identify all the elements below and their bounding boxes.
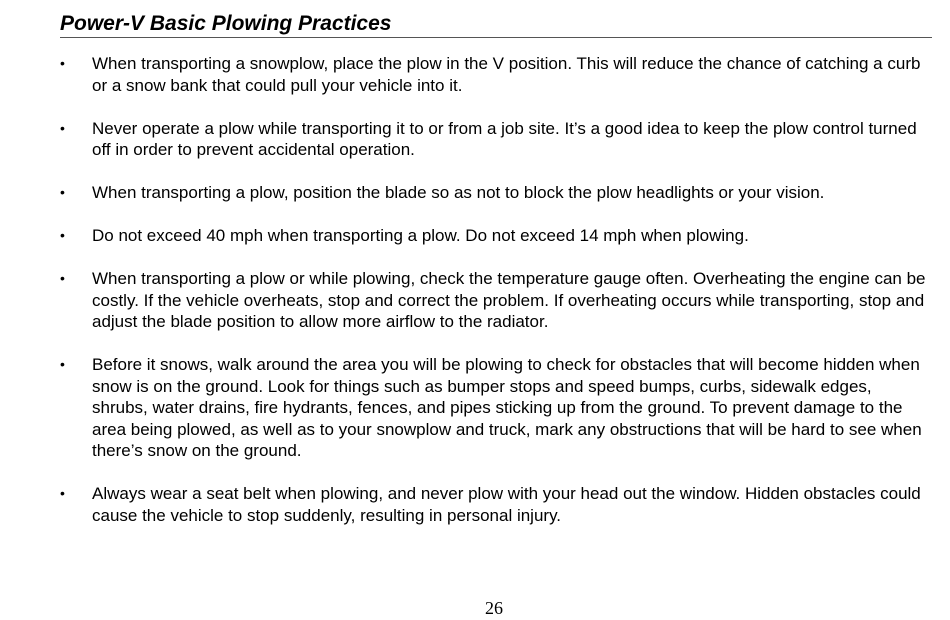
bullet-text: When transporting a snowplow, place the plow in the V position. This will reduce the chance of catching a curb or a snow bank that could pull your vehicle into it.	[92, 54, 921, 95]
bullet-dot-icon: •	[60, 270, 65, 286]
bullet-list	[60, 53, 932, 548]
bullet-dot-icon: •	[60, 227, 65, 243]
bullet-item	[60, 225, 932, 247]
bullet-text: When transporting a plow, position the blade so as not to block the plow headlights or your vision.	[92, 183, 825, 202]
bullet-item	[60, 483, 932, 526]
bullet-dot-icon: •	[60, 119, 65, 136]
bullet-text: Before it snows, walk around the area you will be plowing to check for obstacles that will become hidden when snow is on the ground. Look for things such as bumper stops and speed bumps, curbs, sidewalk edges, shrubs, water drains, fire hydrants, fences, and pipes sticking up from the ground. To prevent damage to the area being plowed, as well as to your snowplow and truck, mark any obstructions that will be hard to see when there’s snow on the ground.	[92, 355, 922, 460]
bullet-text: When transporting a plow or while plowing, check the temperature gauge often. Overheating the engine can be costly. If the vehicle overheats, stop and correct the problem. If overheating occurs while transporting, stop and adjust the blade position to allow more airflow to the radiator.	[92, 269, 926, 331]
bullet-dot-icon: •	[60, 55, 65, 71]
page-title: Power-V Basic Plowing Practices	[60, 12, 392, 35]
bullet-item	[60, 354, 932, 462]
bullet-text: Always wear a seat belt when plowing, and never plow with your head out the window. Hidden obstacles could cause the vehicle to stop suddenly, resulting in personal injury.	[92, 484, 921, 525]
bullet-dot-icon: •	[60, 184, 65, 200]
section-header	[60, 12, 932, 38]
bullet-item	[60, 182, 932, 204]
bullet-item	[60, 53, 932, 96]
bullet-item	[60, 118, 932, 161]
bullet-text: Never operate a plow while transporting it to or from a job site. It’s a good idea to keep the plow control turned off in order to prevent accidental operation.	[92, 118, 917, 159]
bullet-dot-icon: •	[60, 485, 65, 501]
bullet-text: Do not exceed 40 mph when transporting a plow. Do not exceed 14 mph when plowing.	[92, 226, 749, 245]
bullet-dot-icon: •	[60, 356, 65, 372]
page-number: 26	[485, 598, 503, 618]
bullet-item	[60, 268, 932, 333]
